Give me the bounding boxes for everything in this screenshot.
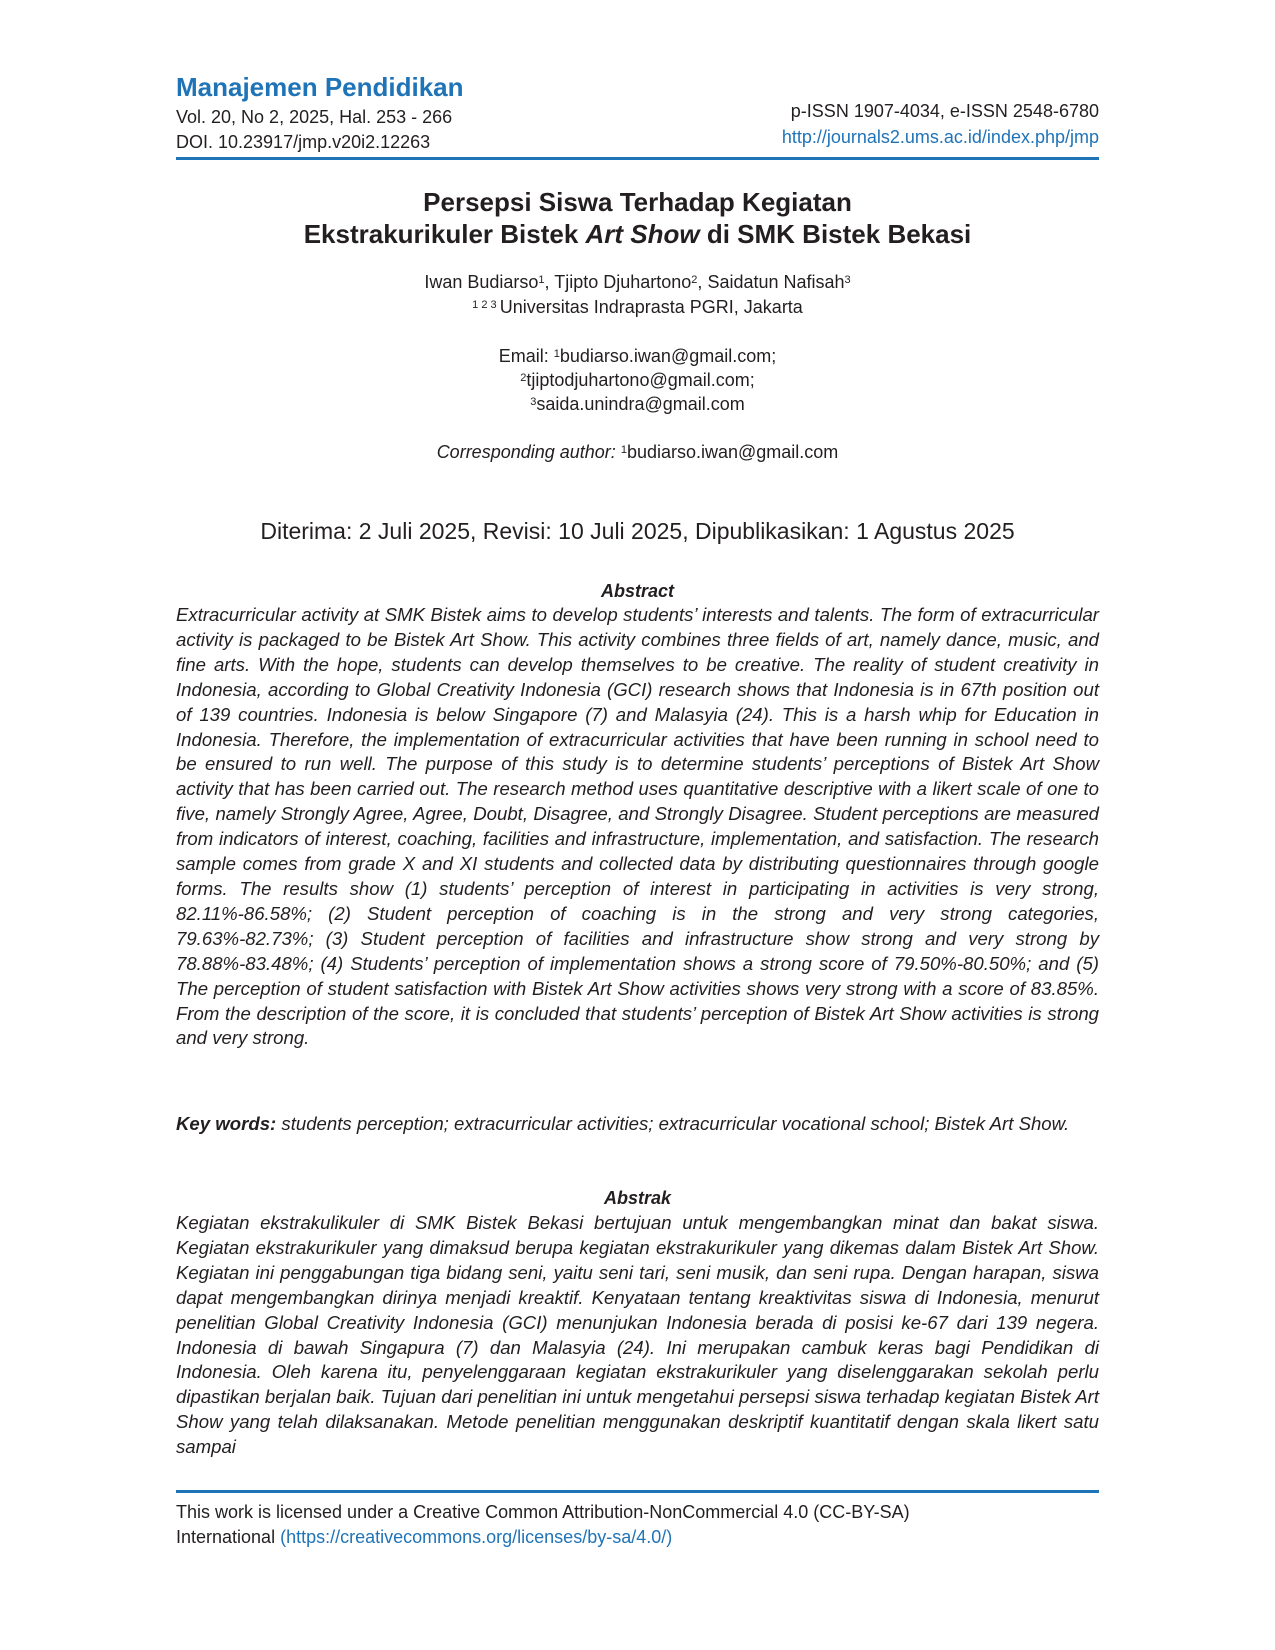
email-label: Email:: [498, 346, 554, 366]
journal-name: Manajemen Pendidikan: [176, 72, 464, 102]
title-italic-part: Art Show: [585, 219, 700, 249]
email-line-3: [176, 392, 1099, 416]
author-sup: 1: [538, 274, 545, 286]
affiliation: [176, 295, 1099, 319]
abstract-text: Extracurricular activity at SMK Bistek aims to develop students’ interests and talents. The form of extracurricular activity is packaged to be Bistek Art Show. This activity combines three fields of art, namely dance, music, and fine arts. With the hope, students can develop themselves to be creative. The reality of student creativity in Indonesia, according to Global Creativity Indonesia (GCI) research shows that Indonesia is in 67th position out of 139 countries. Indonesia is below Singapore (7) and Malasyia (24). This is a harsh whip for Education in Indonesia. Therefore, the implementation of extracurricular activities that have been running in school need to be ensured to run well. The purpose of this study is to determine students’ perceptions of Bistek Art Show activity that has been carried out. The research method uses quantitative descriptive with a likert scale of one to five, namely Strongly Agree, Agree, Doubt, Disagree, and Strongly Disagree. Student perceptions are measured from indicators of interest, coaching, facilities and infrastructure, implementation, and satisfaction. The research sample comes from grade X and XI students and collected data by distributing questionnaires through google forms. The results show (1) students’ perception of interest in participating in activities is very strong, 82.11%-86.58%; (2) Student perception of coaching is in the strong and very strong categories, 79.63%-82.73%; (3) Student perception of facilities and infrastructure show strong and very strong by 78.88%-83.48%; (4) Students’ perception of implementation shows a strong score of 79.50%-80.50%; and (5) The perception of student satisfaction with Bistek Art Show activities shows very strong with a score of 83.85%. From the description of the score, it is concluded that students’ perception of Bistek Art Show activities is strong and very strong.: [176, 604, 1099, 1049]
author-sup: 3: [844, 274, 851, 286]
license-text: International: [176, 1527, 281, 1547]
affiliation-sup: 1 2 3: [472, 299, 500, 311]
footer-divider: [176, 1490, 1099, 1493]
header-divider: [176, 157, 1099, 160]
journal-volume: Vol. 20, No 2, 2025, Hal. 253 - 266: [176, 107, 453, 127]
keywords-text: students perception; extracurricular activities; extracurricular vocational school; Bistek Art Show.: [276, 1113, 1070, 1134]
author-name: Saidatun Nafisah: [707, 272, 845, 292]
keywords: [176, 1112, 1099, 1137]
email-line-1: [176, 344, 1099, 368]
author-list: [176, 270, 1099, 294]
license-line-1: This work is licensed under a Creative Common Attribution-NonCommercial 4.0 (CC-BY-SA): [176, 1502, 910, 1522]
corresponding-email: budiarso.iwan@gmail.com: [626, 442, 839, 462]
title-part: Ekstrakurikuler Bistek: [303, 219, 586, 249]
article-title: [176, 186, 1099, 250]
journal-url-link[interactable]: http://journals2.ums.ac.id/index.php/jmp: [781, 127, 1099, 147]
email-line-2: [176, 368, 1099, 392]
license-link[interactable]: (https://creativecommons.org/licenses/by-sa/4.0/): [280, 1527, 673, 1547]
author-name: Tjipto Djuhartono: [554, 272, 692, 292]
corresponding-author: [176, 440, 1099, 464]
email-sup: 3: [530, 396, 537, 408]
author-name: Iwan Budiarso: [424, 272, 539, 292]
email-sup: 2: [520, 372, 527, 384]
publication-dates: Diterima: 2 Juli 2025, Revisi: 10 Juli 2025, Dipublikasikan: 1 Agustus 2025: [260, 518, 1015, 544]
email-address: tjiptodjuhartono@gmail.com;: [526, 370, 755, 390]
keywords-label: Key words:: [176, 1113, 277, 1134]
journal-doi: DOI. 10.23917/jmp.v20i2.12263: [176, 132, 431, 152]
email-sup: 1: [553, 348, 560, 360]
abstrak-heading: Abstrak: [603, 1188, 672, 1208]
license-line-2: [176, 1525, 1099, 1550]
email-address: saida.unindra@gmail.com: [536, 394, 745, 414]
author-separator: ,: [697, 272, 708, 292]
article-title-line2: [176, 218, 1099, 250]
email-address: budiarso.iwan@gmail.com;: [559, 346, 777, 366]
author-sup: 2: [691, 274, 698, 286]
license-notice: [176, 1500, 1099, 1550]
article-title-line1: Persepsi Siswa Terhadap Kegiatan: [423, 187, 852, 217]
affiliation-text: Universitas Indraprasta PGRI, Jakarta: [499, 297, 803, 317]
title-part: di SMK Bistek Bekasi: [699, 219, 972, 249]
abstrak-text: Kegiatan ekstrakulikuler di SMK Bistek Bekasi bertujuan untuk mengembangkan minat dan bakat siswa. Kegiatan ekstrakurikuler yang dimaksud berupa kegiatan ekstrakurikuler yang dikemas dalam Bistek Art Show. Kegiatan ini penggabungan tiga bidang seni, yaitu seni tari, seni musik, dan seni rupa. Dengan harapan, siswa dapat mengembangkan dirinya menjadi kreaktif. Kenyataan tentang kreaktivitas siswa di Indonesia, menurut penelitian Global Creativity Indonesia (GCI) menunjukan Indonesia berada di posisi ke-67 dari 139 negera. Indonesia di bawah Singapura (7) dan Malasyia (24). Ini merupakan cambuk keras bagi Pendidikan di Indonesia. Oleh karena itu, penyelenggaraan kegiatan ekstrakurikuler yang diselenggarakan sekolah perlu dipastikan berjalan baik. Tujuan dari penelitian ini untuk mengetahui persepsi siswa terhadap kegiatan Bistek Art Show yang telah dilaksanakan. Metode penelitian menggunakan deskriptif kuantitatif dengan skala likert satu sampai: [176, 1212, 1100, 1458]
journal-issn: p-ISSN 1907-4034, e-ISSN 2548-6780: [790, 101, 1099, 121]
author-separator: ,: [544, 272, 555, 292]
corresponding-sup: 1: [620, 444, 627, 456]
corresponding-label: Corresponding author:: [436, 442, 621, 462]
abstract-heading: Abstract: [600, 581, 675, 601]
